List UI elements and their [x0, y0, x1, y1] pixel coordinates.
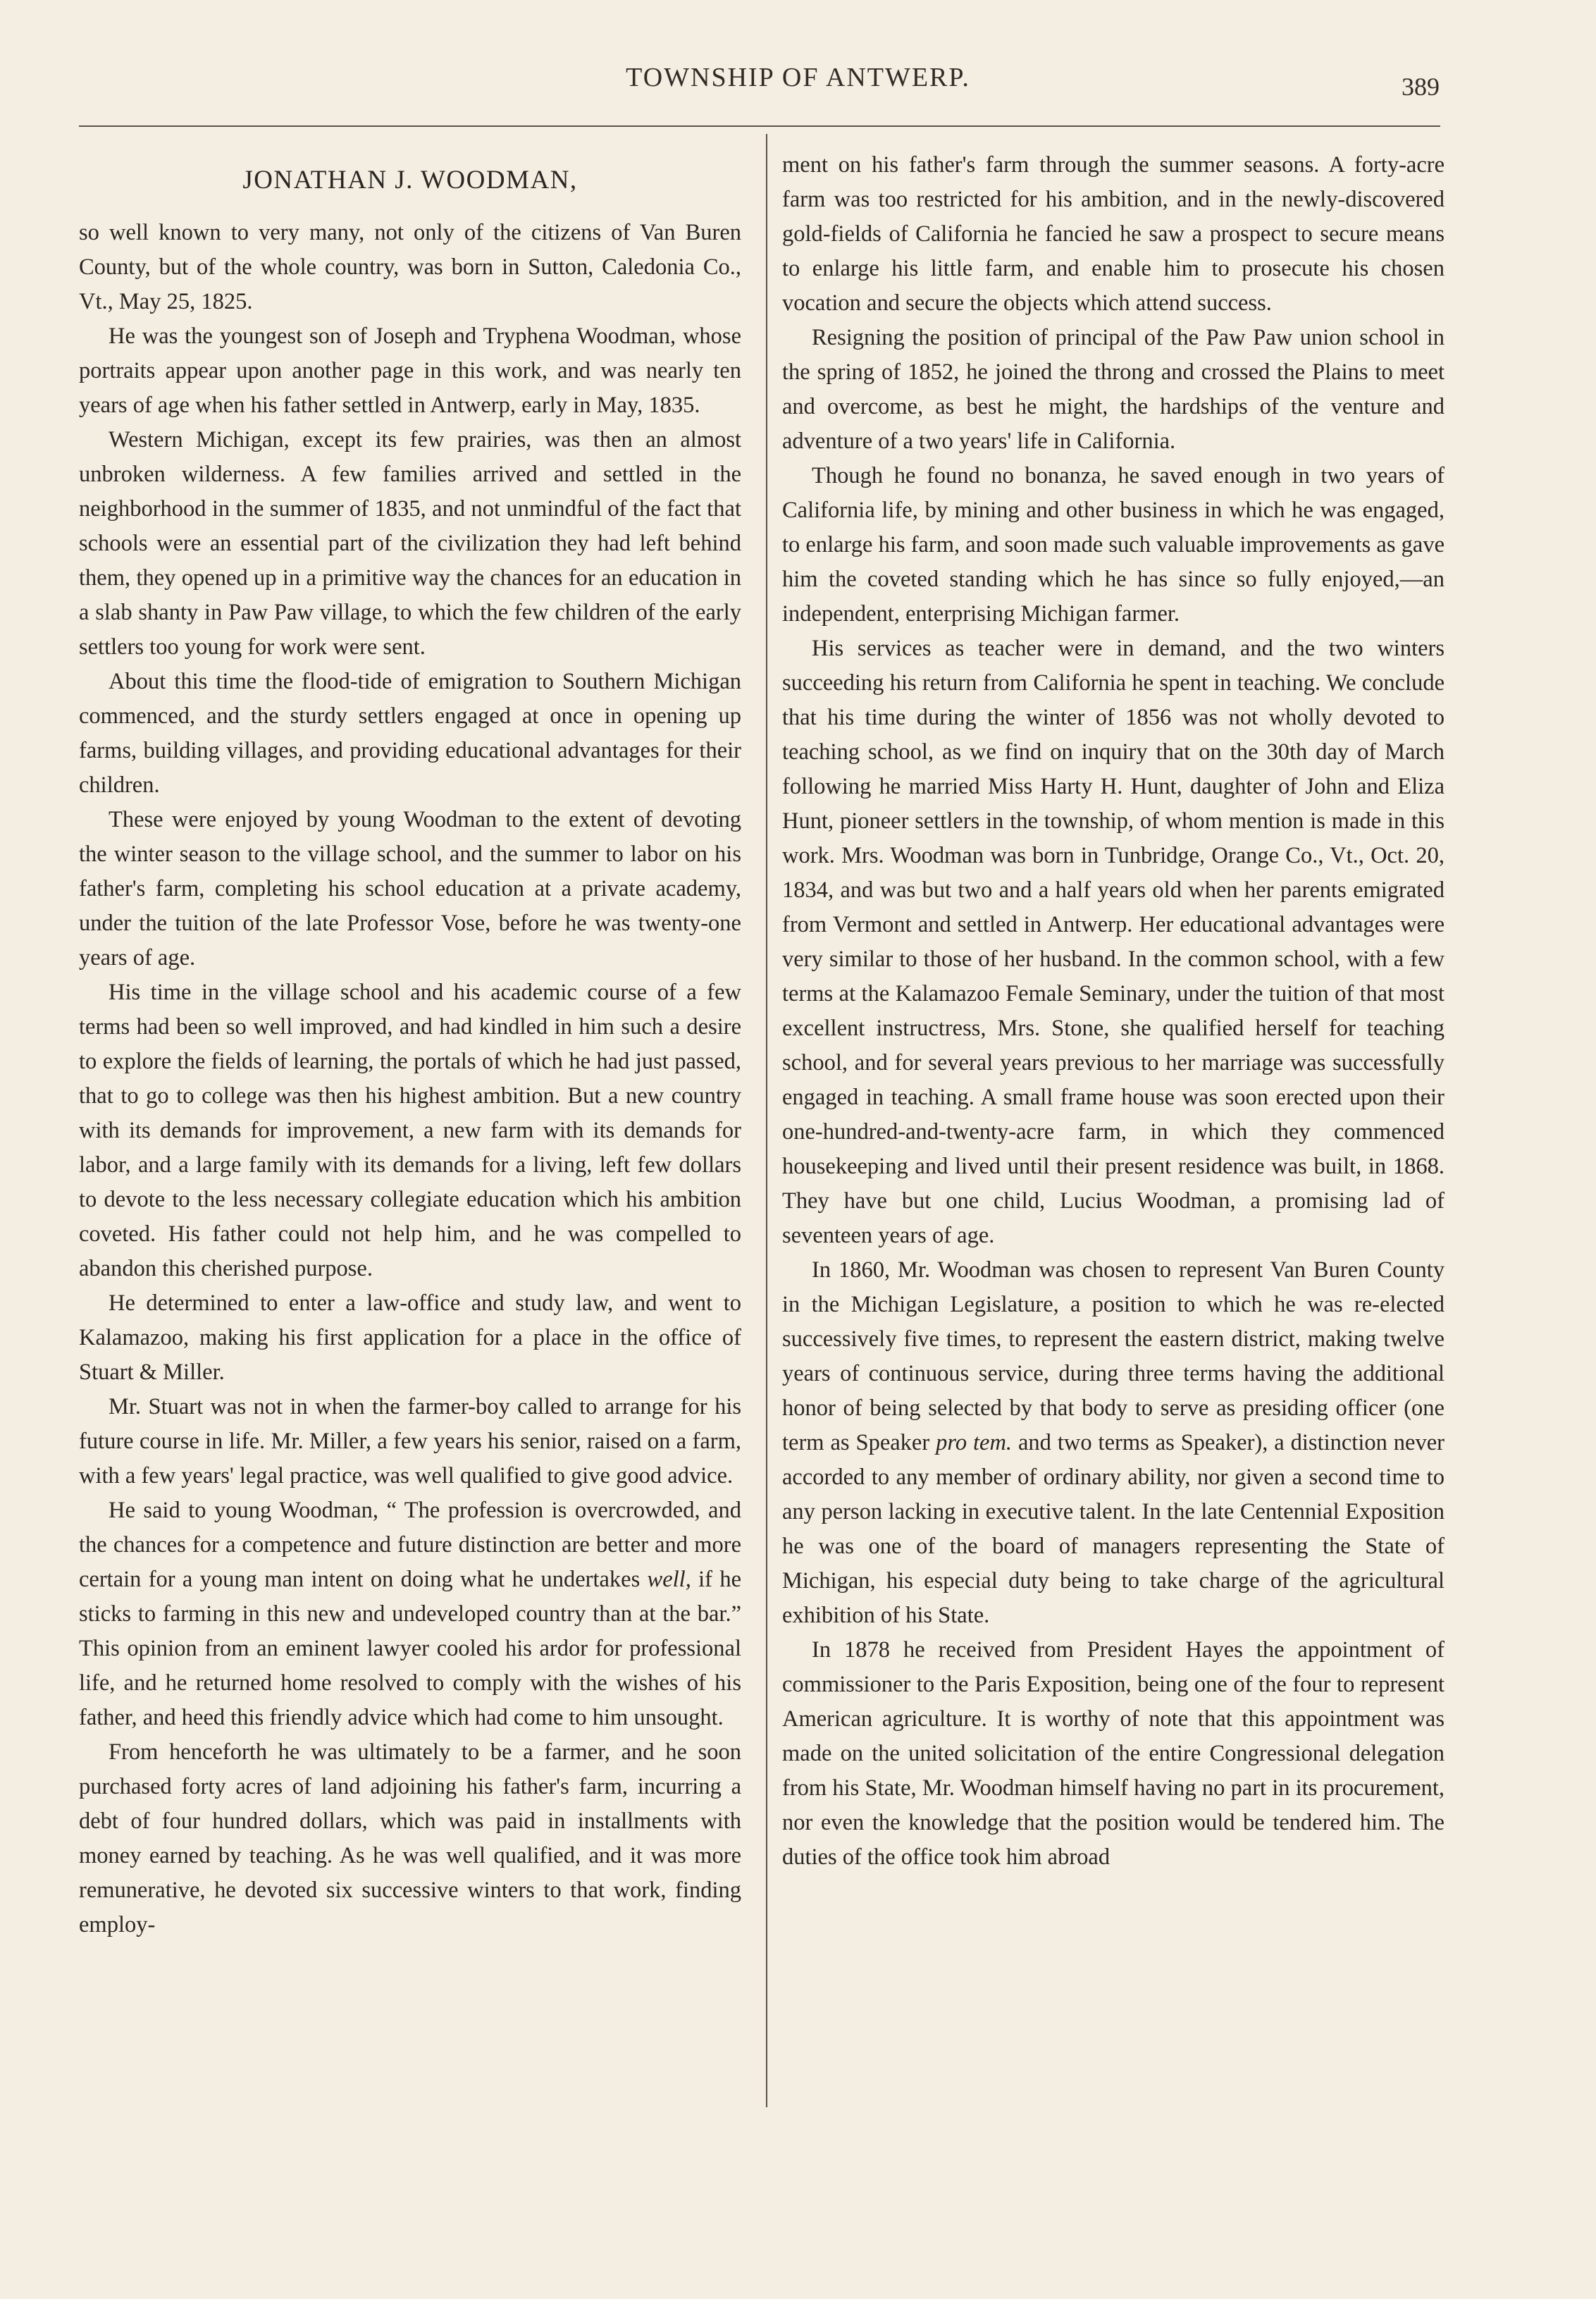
- paragraph: In 1878 he received from President Hayes the appointment of commissioner to the Paris Exposition, being one of the four to represent American agriculture. It is worthy of note that this appointment was made on the united solicitation of the entire Congressional delegation from his State, Mr. Woodman himself having no part in its procurement, nor even the knowledge that the position would be tendered him. The duties of the office took him abroad: [782, 1637, 1445, 1870]
- legislature-paragraph: [782, 1253, 1445, 1633]
- quote-paragraph: [79, 1493, 741, 1735]
- paragraph: About this time the flood-tide of emigration to Southern Michigan commenced, and the sturdy settlers engaged at once in opening up farms, building villages, and providing educational advantages for their children.: [79, 669, 741, 798]
- left-column: [79, 156, 741, 1942]
- legislature-text-before: In 1860, Mr. Woodman was chosen to represent Van Buren County in the Michigan Legislature, a position to which he was re-elected successively five times, to represent the eastern district, making twelve years of continuous service, during three terms having the additional honor of being selected by that body to serve as presiding officer (one term as Speaker: [782, 1257, 1445, 1455]
- column-divider: [766, 134, 767, 2107]
- paragraph: His time in the village school and his academic course of a few terms had been so well improved, and had kindled in him such a desire to explore the fields of learning, the portals of which he had just passed, that to go to college was then his highest ambition. But a new country with its demands for improvement, a new farm with its demands for labor, and a large family with its demands for a living, left few dollars to devote to the less necessary collegiate education which his ambition coveted. His father could not help him, and he was compelled to abandon this cherished purpose.: [79, 980, 741, 1281]
- paragraph: Mr. Stuart was not in when the farmer-boy called to arrange for his future course in life. Mr. Miller, a few years his senior, raised on a farm, with a few years' legal practice, was well qualified to give good advice.: [79, 1394, 741, 1489]
- quote-text-before: He said to young Woodman, “ The profession is overcrowded, and the chances for a competence and future distinction are better and more certain for a young man intent on doing what he undertakes: [79, 1498, 741, 1592]
- paragraph: Resigning the position of principal of the Paw Paw union school in the spring of 1852, he joined the throng and crossed the Plains to meet and overcome, as best he might, the hardships of the venture and adventure of a two years' life in California.: [782, 325, 1445, 454]
- header-rule: [79, 125, 1440, 127]
- paragraph: Though he found no bonanza, he saved enough in two years of California life, by mining and other business in which he was engaged, to enlarge his farm, and soon made such valuable improvements as gave him the coveted standing which he has since so fully enjoyed,—an independent, enterprising Michigan farmer.: [782, 463, 1445, 627]
- emphasis-text: pro tem.: [936, 1430, 1013, 1455]
- article-title: JONATHAN J. WOODMAN,: [242, 166, 578, 195]
- emphasis-text: well,: [647, 1567, 691, 1592]
- paragraph-continuation: ment on his father's farm through the summer seasons. A forty-acre farm was too restricted for his ambition, and in the newly-discovered gold-fields of California he fancied he saw a prospect to secure means to enlarge his little farm, and enable him to prosecute his chosen vocation and secure the objects which attend success.: [782, 152, 1445, 316]
- paragraph: He determined to enter a law-office and study law, and went to Kalamazoo, making his first application for a place in the office of Stuart & Miller.: [79, 1290, 741, 1385]
- right-column: [782, 148, 1445, 1875]
- paragraph: so well known to very many, not only of the citizens of Van Buren County, but of the whole country, was born in Sutton, Caledonia Co., Vt., May 25, 1825.: [79, 220, 741, 314]
- paragraph: These were enjoyed by young Woodman to the extent of devoting the winter season to the village school, and the summer to labor on his father's farm, completing his school education at a private academy, under the tuition of the late Professor Vose, before he was twenty-one years of age.: [79, 807, 741, 970]
- paragraph: He was the youngest son of Joseph and Tryphena Woodman, whose portraits appear upon another page in this work, and was nearly ten years of age when his father settled in Antwerp, early in May, 1835.: [79, 323, 741, 418]
- running-head: TOWNSHIP OF ANTWERP.: [626, 63, 970, 92]
- paragraph: From henceforth he was ultimately to be a farmer, and he soon purchased forty acres of land adjoining his father's farm, incurring a debt of four hundred dollars, which was paid in installments with money earned by teaching. As he was well qualified, and it was more remunerative, he devoted six successive winters to that work, finding employ-: [79, 1739, 741, 1937]
- page-header: [0, 62, 1596, 118]
- legislature-text-after: and two terms as Speaker), a distinction never accorded to any member of ordinary ability, nor given a second time to any person lacking in executive talent. In the late Centennial Exposition he was one of the board of managers representing the State of Michigan, his especial duty being to take charge of the agricultural exhibition of his State.: [782, 1430, 1445, 1628]
- page-number: 389: [1402, 73, 1440, 101]
- paragraph: Western Michigan, except its few prairies, was then an almost unbroken wilderness. A few families arrived and settled in the neighborhood in the summer of 1835, and not unmindful of the fact that schools were an essential part of the civilization they had left behind them, they opened up in a primitive way the chances for an education in a slab shanty in Paw Paw village, to which the few children of the early settlers too young for work were sent.: [79, 427, 741, 660]
- quote-text-after: if he sticks to farming in this new and undeveloped country than at the bar.” This opinion from an eminent lawyer cooled his ardor for professional life, and he returned home resolved to comply with the wishes of his father, and heed this friendly advice which had come to him unsought.: [79, 1567, 741, 1730]
- paragraph: His services as teacher were in demand, and the two winters succeeding his return from California he spent in teaching. We conclude that his time during the winter of 1856 was not wholly devoted to teaching school, as we find on inquiry that on the 30th day of March following he married Miss Harty H. Hunt, daughter of John and Eliza Hunt, pioneer settlers in the township, of whom mention is made in this work. Mrs. Woodman was born in Tunbridge, Orange Co., Vt., Oct. 20, 1834, and was but two and a half years old when her parents emigrated from Vermont and settled in Antwerp. Her educational advantages were very similar to those of her husband. In the common school, with a few terms at the Kalamazoo Female Seminary, under the tuition of that most excellent instructress, Mrs. Stone, she qualified herself for teaching school, and for several years previous to her marriage was successfully engaged in teaching. A small frame house was soon erected upon their one-hundred-and-twenty-acre farm, in which they commenced housekeeping and lived until their present residence was built, in 1868. They have but one child, Lucius Woodman, a promising lad of seventeen years of age.: [782, 636, 1445, 1248]
